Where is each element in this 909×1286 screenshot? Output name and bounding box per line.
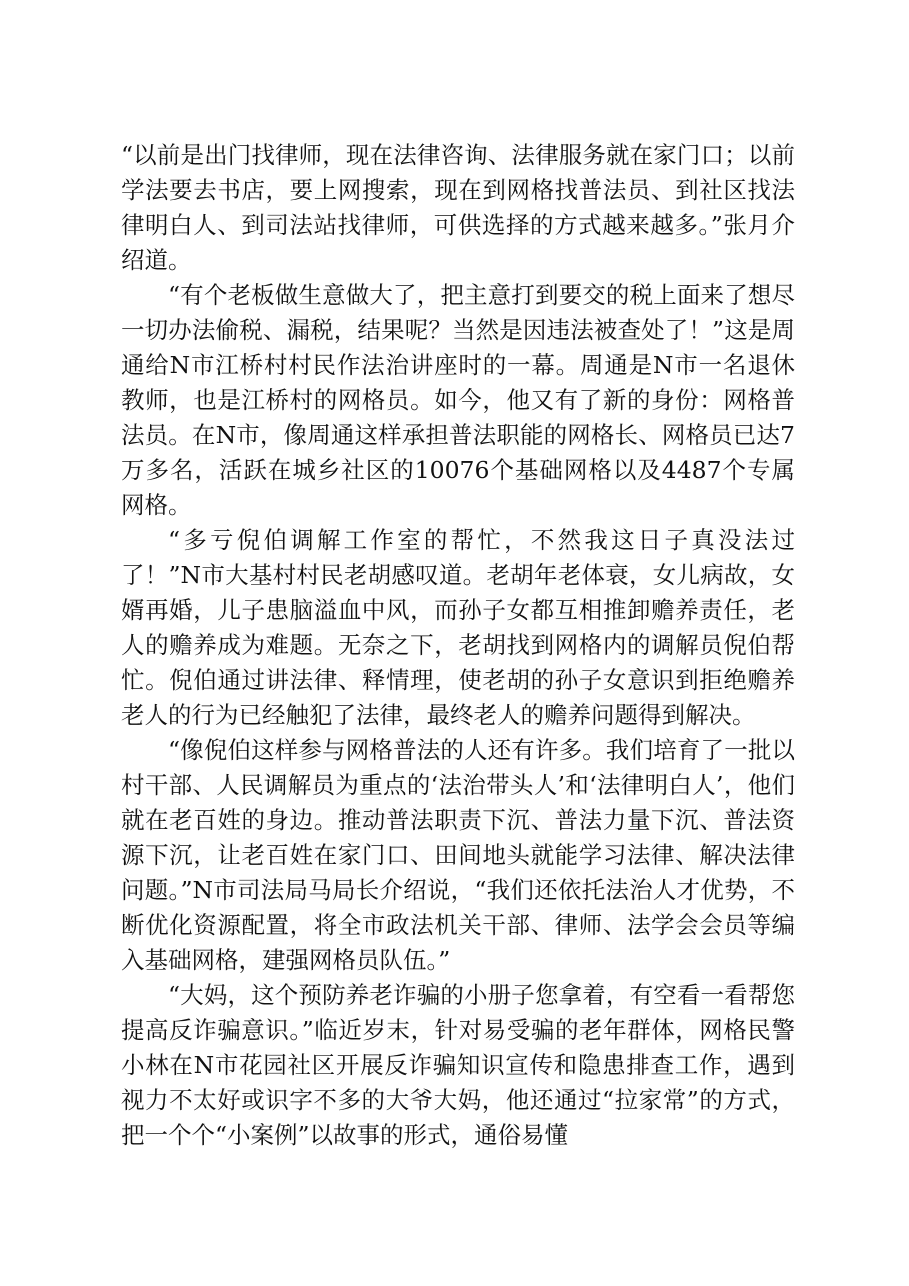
paragraph-1: “以前是出门找律师，现在法律咨询、法律服务就在家门口；以前学法要去书店，要上网搜索，现在到网格找普法员、到社区找法律明白人、到司法站找律师，可供选择的方式越来越多。”张月介绍道。 xyxy=(121,141,795,274)
paragraph-5: “大妈，这个预防养老诈骗的小册子您拿着，有空看一看帮您提高反诈骗意识。”临近岁末，针对易受骗的老年群体，网格民警小林在N市花园社区开展反诈骗知识宣传和隐患排查工作，遇到视力不太好或识字不多的大爷大妈，他还通过“拉家常”的方式，把一个个“小案例”以故事的形式，通俗易懂 xyxy=(121,981,795,1149)
paragraph-3: “多亏倪伯调解工作室的帮忙，不然我这日子真没法过了！”N市大基村村民老胡感叹道。老胡年老体衰，女儿病故，女婿再婚，儿子患脑溢血中风，而孙子女都互相推卸赡养责任，老人的赡养成为难题。无奈之下，老胡找到网格内的调解员倪伯帮忙。倪伯通过讲法律、释情理，使老胡的孙子女意识到拒绝赡养老人的行为已经触犯了法律，最终老人的赡养问题得到解决。 xyxy=(121,526,795,729)
paragraph-4: “像倪伯这样参与网格普法的人还有许多。我们培育了一批以村干部、人民调解员为重点的‘法治带头人’和‘法律明白人’，他们就在老百姓的身边。推动普法职责下沉、普法力量下沉、普法资源下沉，让老百姓在家门口、田间地头就能学习法律、解决法律问题。”N市司法局马局长介绍说，“我们还依托法治人才优势，不断优化资源配置，将全市政法机关干部、律师、法学会会员等编入基础网格，建强网格员队伍。” xyxy=(121,736,795,974)
article-body xyxy=(121,138,795,1153)
paragraph-2: “有个老板做生意做大了，把主意打到要交的税上面来了想尽一切办法偷税、漏税，结果呢？当然是因违法被查处了！”这是周通给N市江桥村村民作法治讲座时的一幕。周通是N市一名退休教师，也是江桥村的网格员。如今，他又有了新的身份：网格普法员。在N市，像周通这样承担普法职能的网格长、网格员已达7万多名，活跃在城乡社区的10076个基础网格以及4487个专属网格。 xyxy=(121,281,795,519)
